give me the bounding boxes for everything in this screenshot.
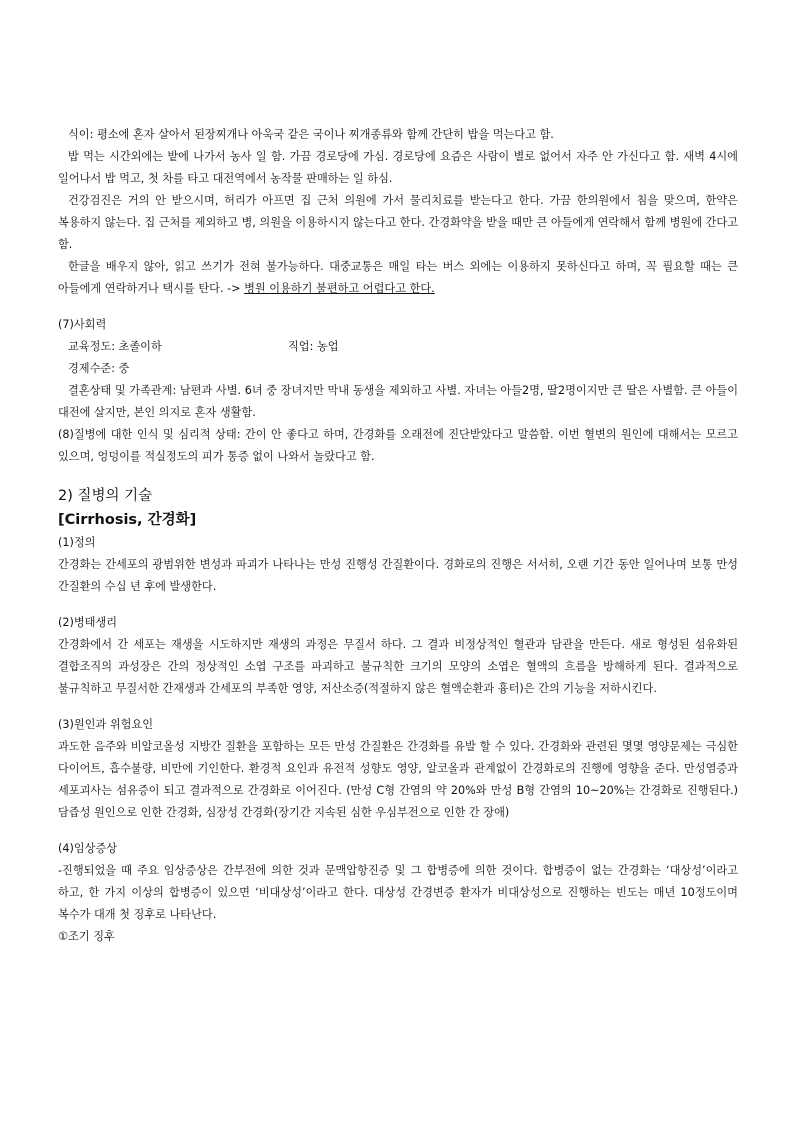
pathophysiology-title: (2)병태생리 — [58, 616, 118, 629]
definition-title: (1)정의 — [58, 536, 96, 549]
marital-family-status: 결혼상태 및 가족관계: 남편과 사별. 6녀 중 장녀지만 막내 동생을 제외하고 사별. 자녀는 아들2명, 딸2명이지만 큰 딸은 사별함. 큰 아들이 대전에 살지만, 본인 의지로 혼자 생활함. — [58, 384, 738, 419]
paragraph-daily-life: 밥 먹는 시간외에는 밭에 나가서 농사 일 함. 가끔 경로당에 가심. 경로당에 요즘은 사람이 별로 없어서 자주 안 가신다고 함. 새벽 4시에 일어나서 밥 먹고, 첫 차를 타고 대전역에서 농작물 판매하는 일 하심. — [58, 150, 738, 185]
economic-level: 경제수준: 중 — [68, 362, 130, 375]
paragraph-health-check: 건강검진은 거의 안 받으시며, 허리가 아프면 집 근처 의원에 가서 물리치료를 받는다고 한다. 가끔 한의원에서 침을 맞으며, 한약은 복용하지 않는다. 집 근처를 제외하고 병, 의원을 이용하시지 않는다고 한다. 간경화약을 받을 때만 큰 아들에게 연락해서 함께 병원에 간다고 함. — [58, 194, 738, 251]
clinical-symptoms-title: (4)임상증상 — [58, 842, 118, 855]
section-heading-disease-description: 2) 질병의 기술 — [58, 488, 153, 504]
education-level: 교육정도: 초졸이하 — [68, 340, 162, 353]
causes-risk-factors-title: (3)원인과 위험요인 — [58, 718, 154, 731]
literacy-underlined-conclusion: 병원 이용하기 불편하고 어렵다고 한다. — [244, 282, 435, 295]
paragraph-literacy — [58, 256, 738, 300]
early-signs-subtitle: ①조기 징후 — [58, 930, 115, 943]
literacy-text: 한글을 배우지 않아, 읽고 쓰기가 전혀 불가능하다. 대중교통은 매일 타는 버스 외에는 이용하지 못하신다고 하며, 꼭 필요할 때는 큰 아들에게 연락하거나 택시를 탄다. -> — [58, 260, 738, 295]
causes-risk-factors-body: 과도한 음주와 비알코올성 지방간 질환을 포함하는 모든 만성 간질환은 간경화를 유발 할 수 있다. 간경화와 관련된 몇몇 영양문제는 극심한 다이어트, 흡수불량, 비만에 기인한다. 환경적 요인과 유전적 성향도 영양, 알코올과 관계없이 간경화로의 진행에 영향을 준다. 만성염증과 세포괴사는 섬유증이 되고 결과적으로 간경화로 이어진다. (만성 C형 간염의 약 20%와 만성 B형 간염의 10~20%는 간경화로 진행된다.) 담즙성 원인으로 인한 간경화, 심장성 간경화(장기간 지속된 심한 우심부전으로 인한 간 장애) — [58, 740, 738, 819]
social-history-row — [58, 336, 738, 358]
clinical-symptoms-body: -진행되었을 때 주요 임상증상은 간부전에 의한 것과 문맥압항진증 및 그 합병증에 의한 것이다. 합병증이 없는 간경화는 ‘대상성’이라고 하고, 한 가지 이상의 합병증이 있으면 ‘비대상성’이라고 한다. 대상성 간경변증 환자가 비대상성으로 진행하는 빈도는 매년 10정도이며 복수가 대개 첫 징후로 나타난다. — [58, 864, 738, 921]
paragraph-diet: 식이: 평소에 혼자 살아서 된장찌개나 아욱국 같은 국이나 찌개종류와 함께 간단히 밥을 먹는다고 함. — [68, 128, 554, 141]
document-page — [58, 124, 738, 948]
section-social-history-title: (7)사회력 — [58, 318, 107, 331]
section-disease-perception: (8)질병에 대한 인식 및 심리적 상태: 간이 안 좋다고 하며, 간경화를 오래전에 진단받았다고 말씀함. 이번 혈변의 원인에 대해서는 모르고 있으며, 엉덩이를 적실정도의 피가 통증 없이 나와서 놀랐다고 함. — [58, 428, 738, 463]
definition-body: 간경화는 간세포의 광범위한 변성과 파괴가 나타나는 만성 진행성 간질환이다. 경화로의 진행은 서서히, 오랜 기간 동안 일어나며 보통 만성 간질환의 수십 년 후에 발생한다. — [58, 558, 738, 593]
occupation: 직업: 농업 — [288, 340, 339, 353]
pathophysiology-body: 간경화에서 간 세포는 재생을 시도하지만 재생의 과정은 무질서 하다. 그 결과 비정상적인 혈관과 담관을 만든다. 새로 형성된 섬유화된 결합조직의 과성장은 간의 정상적인 소엽 구조를 파괴하고 불규칙한 크기의 모양의 소엽은 혈액의 흐름을 방해하게 된다. 결과적으로 불규칙하고 무질서한 간재생과 간세포의 부족한 영양, 저산소증(적절하지 않은 혈액순환과 흉터)은 간의 기능을 저하시킨다. — [58, 638, 738, 695]
disease-title: [Cirrhosis, 간경화] — [58, 512, 197, 528]
